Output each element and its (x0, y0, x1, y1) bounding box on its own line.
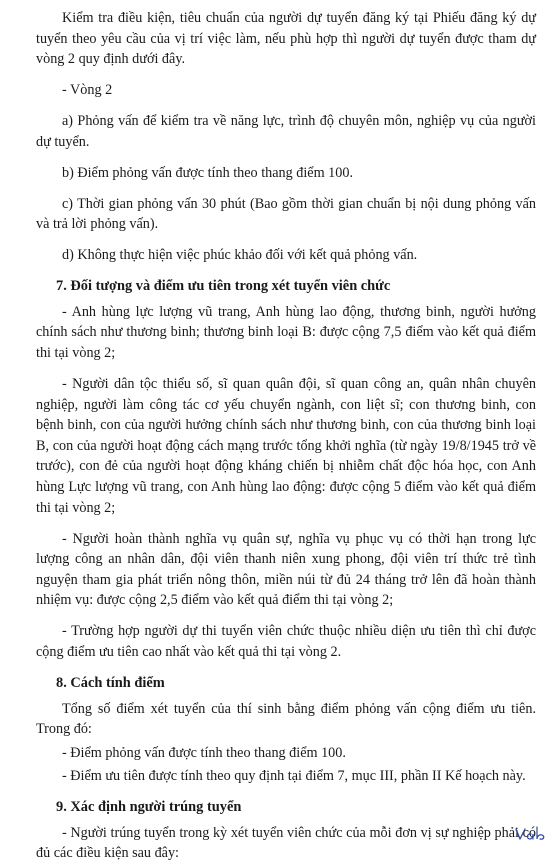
paragraph-priority-3: - Người hoàn thành nghĩa vụ quân sự, nghĩa vụ phục vụ có thời hạn trong lực lượng công an nhân dân, đội viên thanh niên xung phong, đội viên trí thức trẻ tình nguyện tham gia phát triển nông thôn, miền núi từ đủ 24 tháng trở lên đã hoàn thành nhiệm vụ: được cộng 2,5 điểm vào kết quả điểm thi tại vòng 2; (36, 530, 536, 609)
paragraph-priority-1: - Anh hùng lực lượng vũ trang, Anh hùng lao động, thương binh, người hưởng chính sách như thương binh; thương binh loại B: được cộng 7,5 điểm vào kết quả điểm thi tại vòng 2; (36, 303, 536, 362)
paragraph-total-score: Tổng số điểm xét tuyển của thí sinh bằng điểm phỏng vấn cộng điểm ưu tiên. Trong đó: (36, 700, 536, 738)
paragraph-item-d: d) Không thực hiện việc phúc khảo đối với kết quả phỏng vấn. (62, 247, 418, 264)
paragraph-item-c: c) Thời gian phỏng vấn 30 phút (Bao gồm thời gian chuẩn bị nội dung phỏng vấn và trả lời phỏng vấn). (36, 195, 536, 233)
section-heading-8: 8. Cách tính điểm (56, 674, 165, 691)
paragraph-round2: - Vòng 2 (62, 82, 113, 99)
section-heading-9: 9. Xác định người trúng tuyển (56, 799, 242, 816)
initials-signature-icon (514, 826, 548, 842)
paragraph-item-a: a) Phỏng vấn để kiểm tra về năng lực, trình độ chuyên môn, nghiệp vụ của người dự tuyển. (36, 113, 536, 150)
section-heading-7: 7. Đối tượng và điểm ưu tiên trong xét tuyển viên chức (56, 278, 391, 295)
paragraph-selection-conditions: - Người trúng tuyển trong kỳ xét tuyển viên chức của mỗi đơn vị sự nghiệp phải có đủ các điều kiện sau đây: (36, 824, 536, 862)
paragraph-item-b: b) Điểm phỏng vấn được tính theo thang điểm 100. (62, 164, 354, 181)
paragraph-round1-check: Kiểm tra điều kiện, tiêu chuẩn của người dự tuyển đăng ký tại Phiếu đăng ký dự tuyển theo yêu cầu của vị trí việc làm, nếu phù hợp thì người dự tuyển được tham dự vòng 2 quy định dưới đây. (36, 10, 536, 68)
paragraph-priority-4: - Trường hợp người dự thi tuyển viên chức thuộc nhiều diện ưu tiên thì chỉ được cộng điểm ưu tiên cao nhất vào kết quả thi tại vòng 2. (36, 623, 536, 660)
paragraph-priority-2: - Người dân tộc thiểu số, sĩ quan quân đội, sĩ quan công an, quân nhân chuyên nghiệp, người làm công tác cơ yếu chuyển ngành, con liệt sĩ; con thương binh, con bệnh binh, con của người hưởng chính sách như thương binh, con của thương binh loại B, con của người hoạt động cách mạng trước tổng khởi nghĩa (từ ngày 19/8/1945 trở về trước), con đẻ của người hoạt động kháng chiến bị nhiễm chất độc hóa học, con Anh hùng Lực lượng vũ trang, con Anh hùng lao động: được cộng 5 điểm vào kết quả điểm thi tại vòng 2; (36, 376, 536, 516)
paragraph-priority-score: - Điểm ưu tiên được tính theo quy định tại điểm 7, mục III, phần II Kế hoạch này. (62, 768, 526, 785)
paragraph-interview-score: - Điểm phỏng vấn được tính theo thang điểm 100. (62, 744, 346, 761)
